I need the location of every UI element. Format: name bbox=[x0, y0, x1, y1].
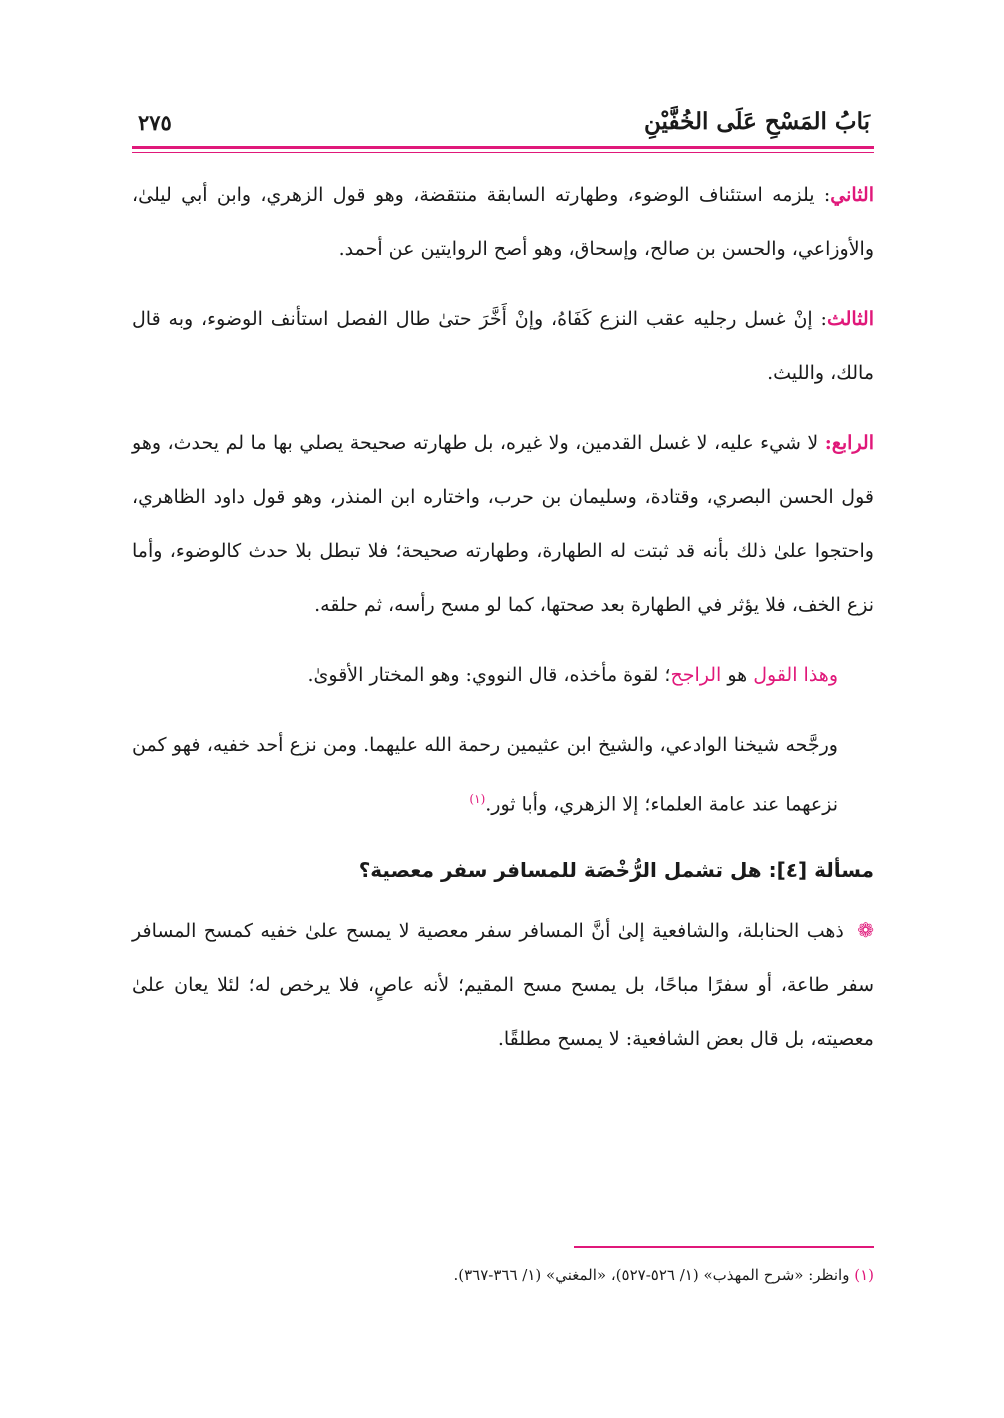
footnote-reference[interactable]: (١) bbox=[469, 792, 486, 806]
paragraph-label: الثالث bbox=[826, 308, 874, 330]
highlight-this-view: وهذا القول bbox=[753, 664, 838, 686]
paragraph-label: الرابع: bbox=[824, 432, 874, 454]
page-header bbox=[132, 100, 874, 146]
paragraph-text: : إنْ غسل رجليه عقب النزع كَفَاهُ، وإنْ أَخَّرَ حتىٰ طال الفصل استأنف الوضوء، وبه قال مالك، والليث. bbox=[132, 308, 874, 384]
page-body bbox=[132, 168, 874, 1082]
paragraph-text: هو bbox=[721, 664, 754, 686]
paragraph-text: : يلزمه استئناف الوضوء، وطهارته السابقة منتقضة، وهو قول الزهري، وابن أبي ليلىٰ، والأوزاعي، والحسن بن صالح، وإسحاق، وهو أصح الروايتين عن أحمد. bbox=[132, 184, 874, 260]
paragraph-preferred-view bbox=[132, 648, 874, 702]
chapter-title: بَابُ المَسْحِ عَلَى الخُفَّيْنِ bbox=[644, 108, 870, 135]
flower-ornament-icon: ❁ bbox=[857, 918, 874, 943]
paragraph-second-opinion bbox=[132, 168, 874, 276]
issue-heading bbox=[132, 847, 874, 893]
footnote bbox=[132, 1260, 874, 1290]
paragraph-label: الثاني bbox=[830, 184, 874, 206]
header-rule-thin bbox=[132, 152, 874, 153]
paragraph-endorsement bbox=[132, 718, 874, 831]
paragraph-fourth-opinion bbox=[132, 416, 874, 632]
issue-title: هل تشمل الرُّخْصَة للمسافر سفر معصية؟ bbox=[358, 858, 769, 883]
paragraph-text: لا شيء عليه، لا غسل القدمين، ولا غيره، بل طهارته صحيحة يصلي بها ما لم يحدث، وهو قول الحسن البصري، وقتادة، وسليمان بن حرب، واختاره ابن المنذر، وهو قول داود الظاهري، واحتجوا علىٰ ذلك بأنه قد ثبتت له الطهارة، وطهارته صحيحة؛ فلا تبطل بلا حدث كالوضوء، وأما نزع الخف، فلا يؤثر في الطهارة بعد صحتها، كما لو مسح رأسه، ثم حلقه. bbox=[132, 432, 874, 616]
book-page bbox=[132, 100, 874, 1340]
highlight-preferred: الراجح bbox=[670, 664, 722, 686]
footnote-text: وانظر: «شرح المهذب» (١/ ٥٢٦-٥٢٧)، «المغني» (١/ ٣٦٦-٣٦٧). bbox=[453, 1266, 855, 1284]
footnote-separator bbox=[574, 1246, 874, 1248]
paragraph-text: ؛ لقوة مأخذه، قال النووي: وهو المختار الأقوىٰ. bbox=[307, 664, 671, 686]
paragraph-third-opinion bbox=[132, 292, 874, 400]
paragraph-travel-sin bbox=[132, 903, 874, 1066]
page-number: ٢٧٥ bbox=[138, 110, 172, 135]
paragraph-text: ورجَّحه شيخنا الوادعي، والشيخ ابن عثيمين رحمة الله عليهما. ومن نزع أحد خفيه، فهو كمن نزعهما عند عامة العلماء؛ إلا الزهري، وأبا ثور. bbox=[132, 734, 838, 816]
footnote-number: (١) bbox=[854, 1266, 874, 1284]
header-rule-thick bbox=[132, 146, 874, 149]
paragraph-text: ذهب الحنابلة، والشافعية إلىٰ أنَّ المسافر سفر معصية لا يمسح علىٰ خفيه كمسح المسافر سفر طاعة، أو سفرًا مباحًا، بل يمسح مسح المقيم؛ لأنه عاصٍ، فلا يرخص له؛ لئلا يعان علىٰ معصيته، بل قال بعض الشافعية: لا يمسح مطلقًا. bbox=[132, 920, 874, 1051]
issue-label: مسألة [٤]: bbox=[768, 858, 874, 883]
